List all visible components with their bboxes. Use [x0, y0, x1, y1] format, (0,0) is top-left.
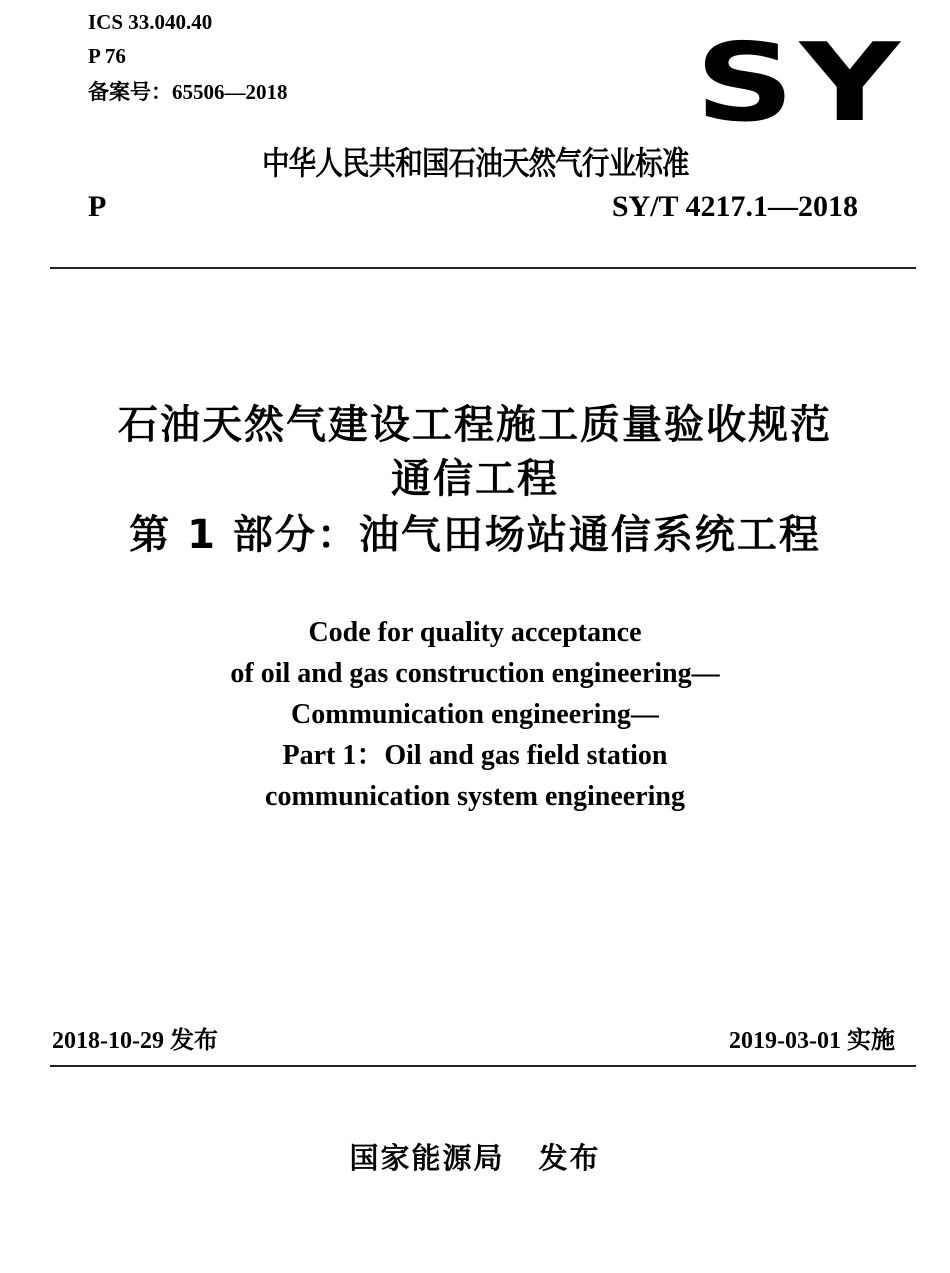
standard-number: SY/T 4217.1—2018: [611, 190, 858, 223]
title-en-line1: Code for quality acceptance: [308, 617, 642, 648]
sy-logo: SY: [695, 21, 905, 146]
title-zh-line3: 第 1 部分：油气田场站通信系统工程: [129, 512, 821, 558]
ics-code: ICS 33.040.40: [88, 10, 213, 34]
top-divider: [50, 267, 916, 269]
publisher-action: 发布: [538, 1141, 601, 1175]
publisher: [0, 1136, 950, 1177]
title-zh-line2: 通信工程: [391, 456, 559, 502]
title-en-line3: Communication engineering—: [291, 699, 659, 730]
publish-date: 2018-10-29 发布: [52, 1028, 218, 1054]
classification-letter: P: [88, 190, 107, 223]
record-number: 备案号：65506—2018: [88, 80, 288, 104]
bottom-divider: [50, 1065, 916, 1067]
publisher-name: 国家能源局: [349, 1141, 505, 1175]
standard-organization: 中华人民共和国石油天然气行业标准: [262, 144, 689, 182]
title-zh-line1: 石油天然气建设工程施工质量验收规范: [118, 402, 832, 448]
ccs-code: P 76: [88, 44, 126, 68]
title-en-line2: of oil and gas construction engineering—: [230, 658, 720, 689]
title-en-line4: Part 1：Oil and gas field station: [282, 740, 668, 771]
implementation-date: 2019-03-01 实施: [729, 1028, 895, 1054]
title-en-line5: communication system engineering: [265, 781, 685, 812]
